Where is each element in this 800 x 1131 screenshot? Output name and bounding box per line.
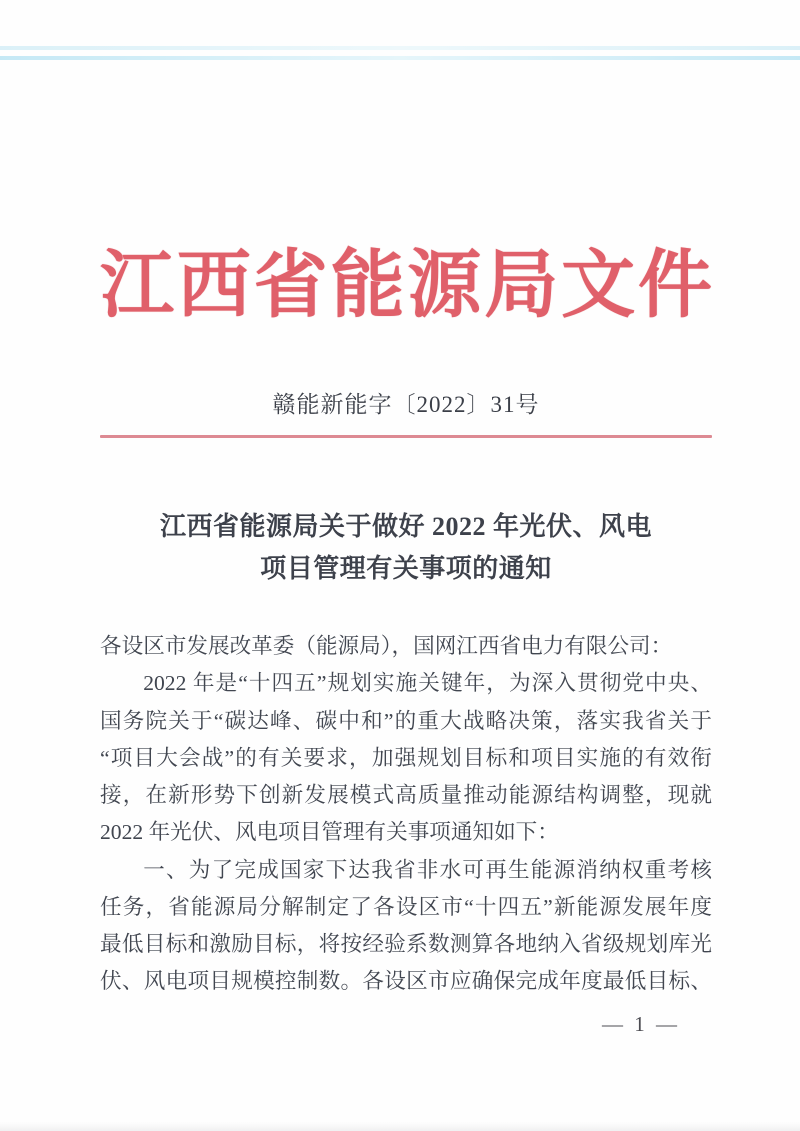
body-line: 一、为了完成国家下达我省非水可再生能源消纳权重考核: [143, 857, 712, 882]
body-line: 2022 年光伏、风电项目管理有关事项通知如下：: [100, 820, 559, 845]
document-body: [100, 628, 712, 1001]
body-line: 任务，省能源局分解制定了各设区市“十四五”新能源发展年度: [100, 894, 712, 919]
letterhead-divider-rule: [100, 435, 712, 438]
scan-artifact-line: [0, 46, 800, 50]
body-line: 2022 年是“十四五”规划实施关键年，为深入贯彻党中央、: [143, 671, 712, 696]
body-line: 接，在新形势下创新发展模式高质量推动能源结构调整，现就: [100, 783, 712, 807]
page-number: — 1 —: [602, 1012, 680, 1036]
body-line: 最低目标和激励目标，将按经验系数测算各地纳入省级规划库光: [100, 932, 712, 956]
body-line: 伏、风电项目规模控制数。各设区市应确保完成年度最低目标、: [100, 969, 712, 994]
document-title-line1: 江西省能源局关于做好 2022 年光伏、风电: [159, 512, 652, 541]
body-line: 国务院关于“碳达峰、碳中和”的重大战略决策，落实我省关于: [100, 708, 712, 733]
document-title-line2: 项目管理有关事项的通知: [260, 554, 552, 583]
document-reference-number: 赣能新能字〔2022〕31号: [272, 392, 540, 417]
agency-letterhead-title: 江西省能源局文件: [100, 245, 712, 327]
body-line: “项目大会战”的有关要求，加强规划目标和项目实施的有效衔: [100, 745, 712, 770]
scan-artifact-line: [0, 56, 800, 60]
scan-noise-bottom-edge: [0, 1121, 800, 1131]
document-title: [100, 506, 712, 590]
salutation-line: 各设区市发展改革委（能源局），国网江西省电力有限公司：: [100, 634, 673, 658]
